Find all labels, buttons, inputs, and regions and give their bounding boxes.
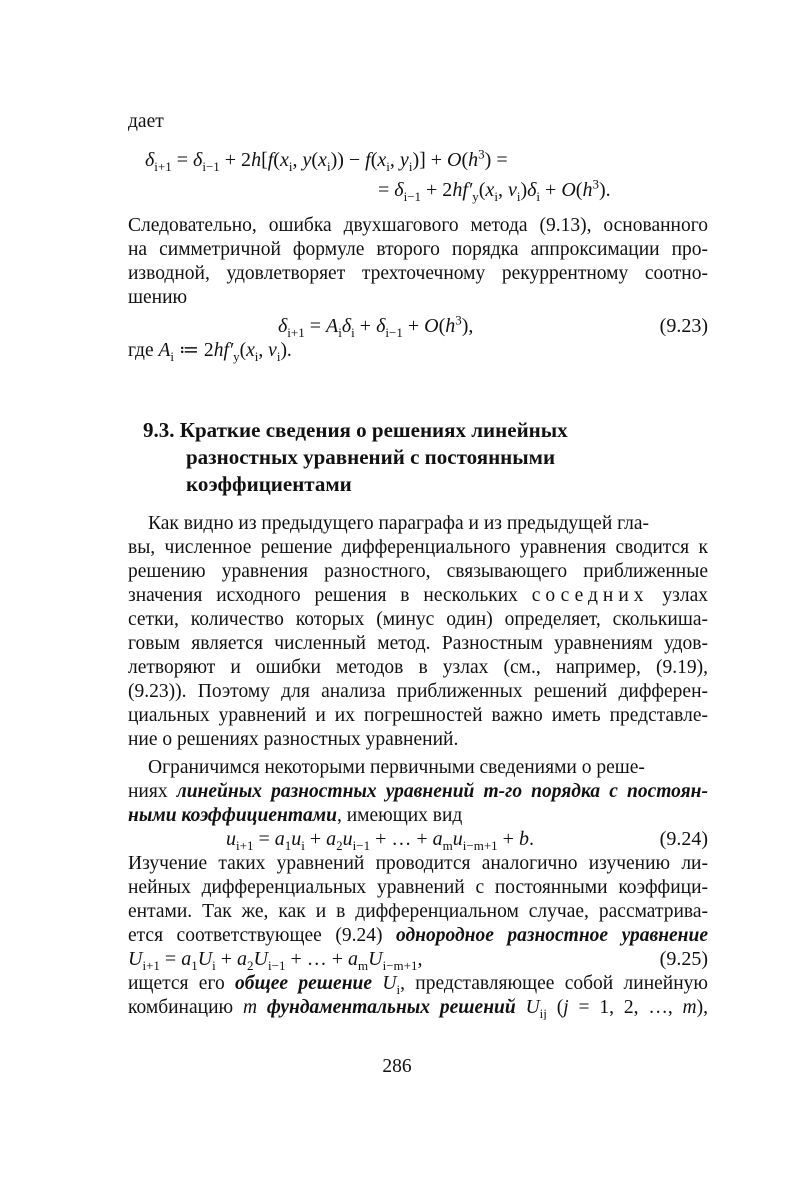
text-run: , [292, 149, 303, 171]
text-run: a [181, 948, 192, 970]
text-line [128, 238, 708, 262]
text-run: говым является численный метод. Разностным уравнениям удов- [128, 633, 708, 654]
text-run: значения исходного решения в нескольких [128, 585, 532, 606]
text-run: ниях [128, 781, 177, 802]
text-run: ( [239, 340, 247, 361]
text-run: O [424, 315, 439, 337]
text-run: hf′ [213, 340, 234, 361]
text-run: u [452, 828, 463, 850]
text-run: ) [520, 179, 528, 201]
text-run: летворяют и ошибки методов в узлах (см., например, (9.19), [128, 657, 708, 678]
text-run: , имеющих вид [336, 805, 463, 826]
text-run: A [326, 315, 339, 337]
section-heading-line [143, 418, 723, 442]
text-run: = [253, 828, 275, 850]
text-run: Ограничимся некоторыми первичными сведениями о реше- [148, 757, 645, 778]
text-run: + … + [370, 828, 433, 850]
text-run: i [212, 958, 216, 973]
text-run: + [304, 828, 327, 850]
text-run: Изучение таких уравнений проводится аналогично изучению ли- [128, 853, 708, 874]
text-run: ( [478, 179, 486, 201]
text-run: a [237, 948, 248, 970]
text-run: U [368, 948, 383, 970]
text-run: x [485, 179, 495, 201]
text-run: сетки, количество которых (минус один) определяет, сколькиша- [128, 609, 708, 630]
text-run: y [233, 348, 240, 364]
text-run: = [378, 179, 395, 201]
text-run: ( [575, 179, 583, 201]
text-run: ), [461, 315, 474, 337]
text-run: Как видно из предыдущего параграфа и из предыдущей гла- [148, 513, 650, 534]
text-run: узлах [648, 585, 708, 606]
text-run: i [301, 838, 305, 853]
text-run: a [432, 828, 443, 850]
text-run: u [291, 828, 302, 850]
text-run: циальных уравнений и их погрешностей важно иметь представле- [128, 705, 708, 726]
text-line [128, 900, 708, 924]
text-run: U [382, 973, 397, 994]
text-line [128, 262, 708, 286]
text-run: ≔ 2 [174, 340, 214, 361]
text-run: ). [280, 340, 292, 361]
section-heading-line [186, 445, 766, 469]
text-run: вы, численное решение дифференциального уравнения сводится к [128, 537, 708, 558]
text-run: δ [278, 315, 288, 337]
text-run: U [197, 948, 213, 970]
text-line [128, 214, 708, 238]
text-run: , представляющее собой линейную [400, 973, 708, 994]
text-run: a [348, 948, 359, 970]
text-run: ( [461, 149, 469, 171]
text-run: i [516, 189, 521, 204]
text-run: где [128, 340, 159, 361]
equation-number: (9.24) [659, 828, 708, 850]
text-line [128, 584, 708, 608]
text-line [128, 756, 708, 780]
text-line [128, 852, 708, 876]
text-run: ij [539, 1005, 547, 1020]
text-run: + 2 [219, 149, 252, 171]
text-run: u [342, 828, 353, 850]
text-line [128, 560, 708, 584]
text-run: = [304, 315, 327, 337]
text-run: дает [128, 111, 164, 132]
text-run: h [468, 149, 479, 171]
text-run: ), [696, 997, 708, 1018]
text-run: + [540, 179, 562, 201]
text-run: i [276, 348, 281, 364]
text-run: 2 [247, 958, 254, 973]
text-run: i [408, 159, 413, 174]
text-run: U [253, 948, 268, 970]
text-run: нейных дифференциальных уравнений с постоянными коэффици- [128, 877, 708, 898]
text-run [372, 973, 382, 994]
text-run: , [389, 149, 400, 171]
text-run: разностных уравнений с постоянными [186, 445, 556, 469]
text-run: v [507, 179, 517, 201]
text-run: на симметричной формуле второго порядка аппроксимации про- [128, 239, 708, 260]
text-line [128, 339, 708, 363]
text-run: f [365, 149, 371, 171]
text-run: 2 [336, 838, 343, 853]
text-run: i−m+1 [382, 958, 418, 973]
emphasized-term: линейных разностных уравнений m-го порядка с постоян- [176, 781, 708, 802]
text-line [128, 780, 708, 804]
text-run [257, 997, 267, 1018]
text-run: y [472, 189, 479, 204]
text-run: ( [438, 315, 446, 337]
text-line [128, 876, 708, 900]
text-line [128, 704, 708, 728]
text-line [128, 804, 708, 828]
text-run: , [417, 948, 423, 970]
emphasized-term: ными коэффициентами [128, 805, 337, 826]
text-run: 9.3. Краткие сведения о решениях линейных [143, 418, 568, 442]
text-run: ( [311, 149, 319, 171]
text-run: ( [370, 149, 378, 171]
text-run: + … + [285, 948, 349, 970]
text-run: hf′ [452, 179, 473, 201]
text-run: A [158, 340, 171, 361]
text-run: i−1 [352, 838, 371, 853]
text-run: u [226, 828, 236, 850]
text-run: 3 [478, 146, 485, 162]
text-run: x [279, 149, 289, 171]
text-run: i−m+1 [462, 838, 498, 853]
text-run: , [497, 179, 508, 201]
text-line [128, 680, 708, 704]
text-run: i [170, 348, 175, 364]
text-line [128, 512, 708, 536]
text-run: y [302, 149, 312, 171]
text-run: m [442, 838, 453, 853]
text-run: шению [128, 287, 188, 308]
text-run: i+1 [142, 958, 160, 973]
text-line [128, 110, 708, 134]
text-line [128, 632, 708, 656]
text-run: [ [261, 149, 268, 171]
text-run: ется соответствующее (9.24) [128, 925, 396, 946]
text-run: = [171, 149, 194, 171]
text-run: v [268, 340, 277, 361]
text-line [128, 656, 708, 680]
equation-number: (9.25) [659, 948, 708, 970]
text-line [128, 608, 708, 632]
text-run: x [246, 340, 255, 361]
text-run: i+1 [236, 838, 254, 853]
text-run: 3 [592, 176, 599, 192]
text-run: соседних [531, 585, 649, 606]
text-run: O [561, 179, 576, 201]
text-run: + [497, 828, 519, 850]
text-run: h [445, 315, 456, 337]
text-run: ентами. Так же, как и в дифференциальном случае, рассматрива- [128, 901, 708, 922]
text-run: i [536, 189, 541, 204]
text-run: решению уравнения разностного, связывающего приближенные [128, 561, 708, 582]
text-run: (9.23)). Поэтому для анализа приближенных решений дифферен- [128, 681, 708, 702]
equation [128, 947, 708, 971]
emphasized-term: фундаментальных решений [266, 997, 516, 1018]
text-run: f [267, 149, 274, 171]
text-run: i [396, 981, 401, 996]
text-run: = [159, 948, 182, 970]
equation [128, 314, 708, 338]
text-run: δ [527, 179, 537, 201]
text-run: i−1 [403, 189, 422, 204]
text-run: i−1 [385, 325, 403, 340]
text-run: + 2 [421, 179, 453, 201]
text-run: δ [341, 315, 352, 337]
text-run: 3 [455, 312, 462, 328]
equation [128, 827, 708, 851]
text-run: h [582, 179, 593, 201]
text-run: )] + [412, 149, 448, 171]
text-run: ищется его [128, 973, 236, 994]
text-run [516, 997, 526, 1018]
text-run: i [386, 159, 390, 174]
text-run: a [326, 828, 337, 850]
text-run: m [682, 997, 697, 1018]
text-run: i−1 [202, 159, 220, 174]
text-run: i [254, 348, 259, 364]
text-run: x [377, 149, 387, 171]
text-run: δ [376, 315, 386, 337]
text-run: m [242, 997, 258, 1018]
text-run: 1 [191, 958, 198, 973]
text-run: + [354, 315, 377, 337]
text-run: b [518, 828, 529, 850]
text-run: δ [193, 149, 203, 171]
text-run: ( [273, 149, 280, 171]
text-run: )) − [330, 149, 366, 171]
text-run: y [399, 149, 409, 171]
text-run: a [274, 828, 285, 850]
text-run: i+1 [154, 159, 172, 174]
text-run: коэффициентами [186, 472, 352, 496]
text-run: + [402, 315, 425, 337]
text-run: U [525, 997, 540, 1018]
section-heading-line [186, 472, 766, 496]
text-run: O [447, 149, 462, 171]
text-run: ). [598, 179, 611, 201]
text-line [128, 536, 708, 560]
text-run: x [318, 149, 327, 171]
text-run: изводной, удовлетворяет трехточечному рекуррентному соотно- [128, 263, 708, 284]
text-run: . [528, 828, 534, 850]
text-run: i−1 [268, 958, 286, 973]
text-run: i [326, 159, 331, 174]
text-run: ) = [484, 149, 508, 171]
text-run: m [358, 958, 369, 973]
page-number: 286 [382, 1056, 412, 1077]
text-line [128, 728, 708, 752]
emphasized-term: однородное разностное уравнение [395, 925, 708, 946]
text-run: 1 [284, 838, 292, 853]
text-run: i [338, 325, 342, 340]
equation [128, 178, 708, 202]
text-run: ние о решениях разностных уравнений. [128, 729, 459, 750]
text-run: = 1, 2, …, [568, 997, 683, 1018]
text-run: δ [145, 149, 155, 171]
emphasized-term: общее решение [235, 973, 373, 994]
text-line [128, 286, 708, 310]
text-run: δ [394, 179, 404, 201]
text-run: i+1 [287, 325, 305, 340]
text-run: Следовательно, ошибка двухшагового метода (9.13), основанного [128, 215, 708, 236]
text-line [128, 996, 708, 1020]
text-run: i [494, 189, 498, 204]
text-run: i [351, 325, 355, 340]
text-run: U [128, 948, 143, 970]
text-run: комбинацию [128, 997, 243, 1018]
text-line [128, 972, 708, 996]
text-line [128, 924, 708, 948]
text-run: j [563, 997, 569, 1018]
equation [128, 148, 708, 172]
text-run: , [258, 340, 269, 361]
text-run: h [251, 149, 262, 171]
text-run: + [215, 948, 238, 970]
equation-number: (9.23) [659, 315, 708, 337]
text-run: ( [546, 997, 564, 1018]
text-run: i [288, 159, 293, 174]
